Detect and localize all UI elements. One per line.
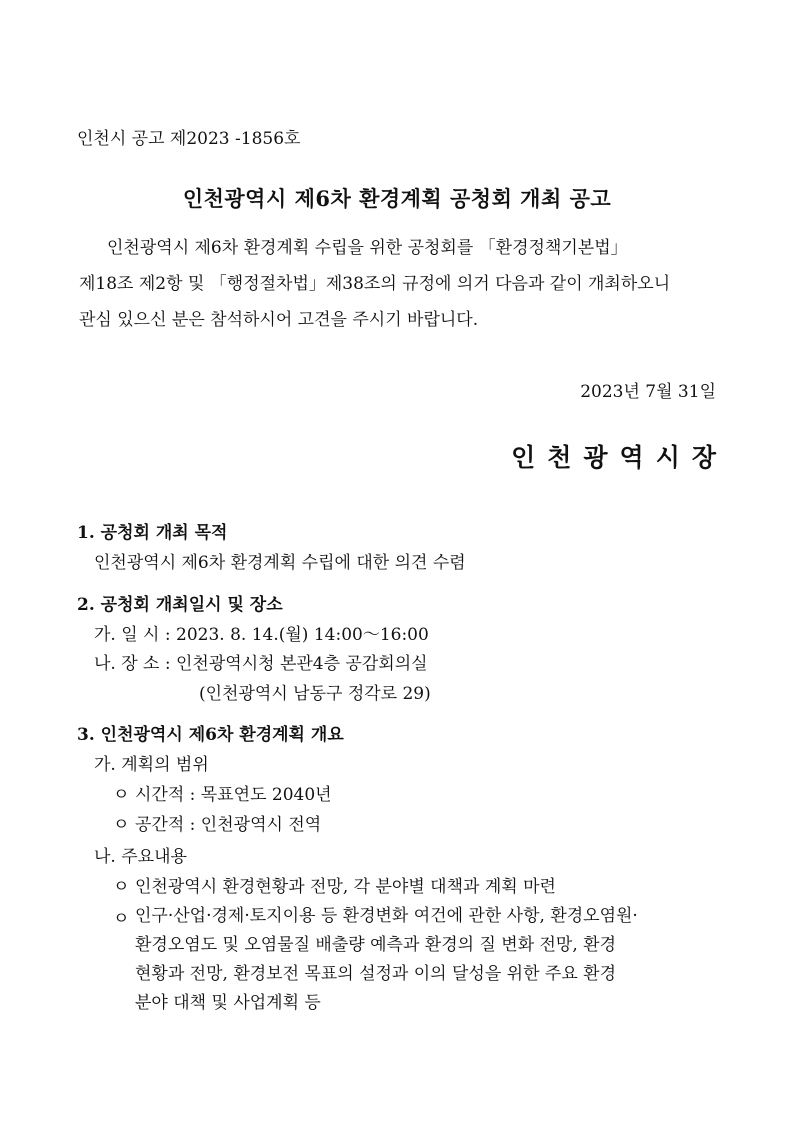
- content-item-2: [135, 902, 719, 1018]
- content-item-2-line-1: 인구·산업·경제·토지이용 등 환경변화 여건에 관한 사항, 환경오염원·: [135, 906, 638, 926]
- scope-time-text: 시간적 : 목표연도 2040년: [135, 785, 332, 805]
- content-item-1-text: 인천광역시 환경현황과 전망, 각 분야별 대책과 계획 마련: [135, 877, 556, 897]
- intro-line-3: 관심 있으신 분은 참석하시어 고견을 주시기 바랍니다.: [79, 310, 479, 330]
- content-item-2-bullet: [113, 904, 135, 929]
- intro-line-1: 인천광역시 제6차 환경계획 수립을 위한 공청회를 「환경정책기본법」: [107, 238, 628, 258]
- intro-line-2: 제18조 제2항 및 「행정절차법」제38조의 규정에 의거 다음과 같이 개최하오니: [79, 274, 671, 294]
- section-1-heading: 1. 공청회 개최 목적: [77, 523, 228, 543]
- bullet-icon: ㅇ: [113, 877, 130, 897]
- content-item-2-line-2: 환경오염도 및 오염물질 배출량 예측과 환경의 질 변화 전망, 환경: [135, 935, 617, 955]
- scope-space-text: 공간적 : 인천광역시 전역: [135, 815, 322, 835]
- section-1-body: 인천광역시 제6차 환경계획 수립에 대한 의견 수렴: [94, 553, 466, 573]
- bullet-icon: ㅇ: [113, 785, 130, 805]
- scope-time-item: [113, 780, 332, 805]
- content-label: 나. 주요내용: [94, 847, 187, 867]
- content-item-2-line-4: 분야 대책 및 사업계획 등: [135, 993, 321, 1013]
- scope-space-item: [113, 810, 321, 835]
- bullet-icon: ㅇ: [113, 909, 130, 929]
- notice-date: 2023년 7월 31일: [580, 382, 716, 402]
- issuer-signature: 인천광역시장: [511, 443, 728, 472]
- section-2-datetime: 가. 일 시 : 2023. 8. 14.(월) 14:00～16:00: [94, 625, 429, 645]
- section-2-heading: 2. 공청회 개최일시 및 장소: [77, 595, 283, 615]
- section-3-heading: 3. 인천광역시 제6차 환경계획 개요: [77, 725, 344, 745]
- content-item-1: [113, 872, 556, 897]
- section-2-address: (인천광역시 남동구 정각로 29): [199, 684, 431, 704]
- content-item-2-line-3: 현황과 전망, 환경보전 목표의 설정과 이의 달성을 위한 주요 환경: [135, 964, 617, 984]
- intro-paragraph: [79, 230, 719, 338]
- notice-number: 인천시 공고 제2023 -1856호: [77, 129, 301, 149]
- section-2-place: 나. 장 소 : 인천광역시청 본관4층 공감회의실: [94, 654, 428, 674]
- scope-label: 가. 계획의 범위: [94, 755, 209, 775]
- bullet-icon: ㅇ: [113, 815, 130, 835]
- page-title: 인천광역시 제6차 환경계획 공청회 개최 공고: [182, 186, 612, 211]
